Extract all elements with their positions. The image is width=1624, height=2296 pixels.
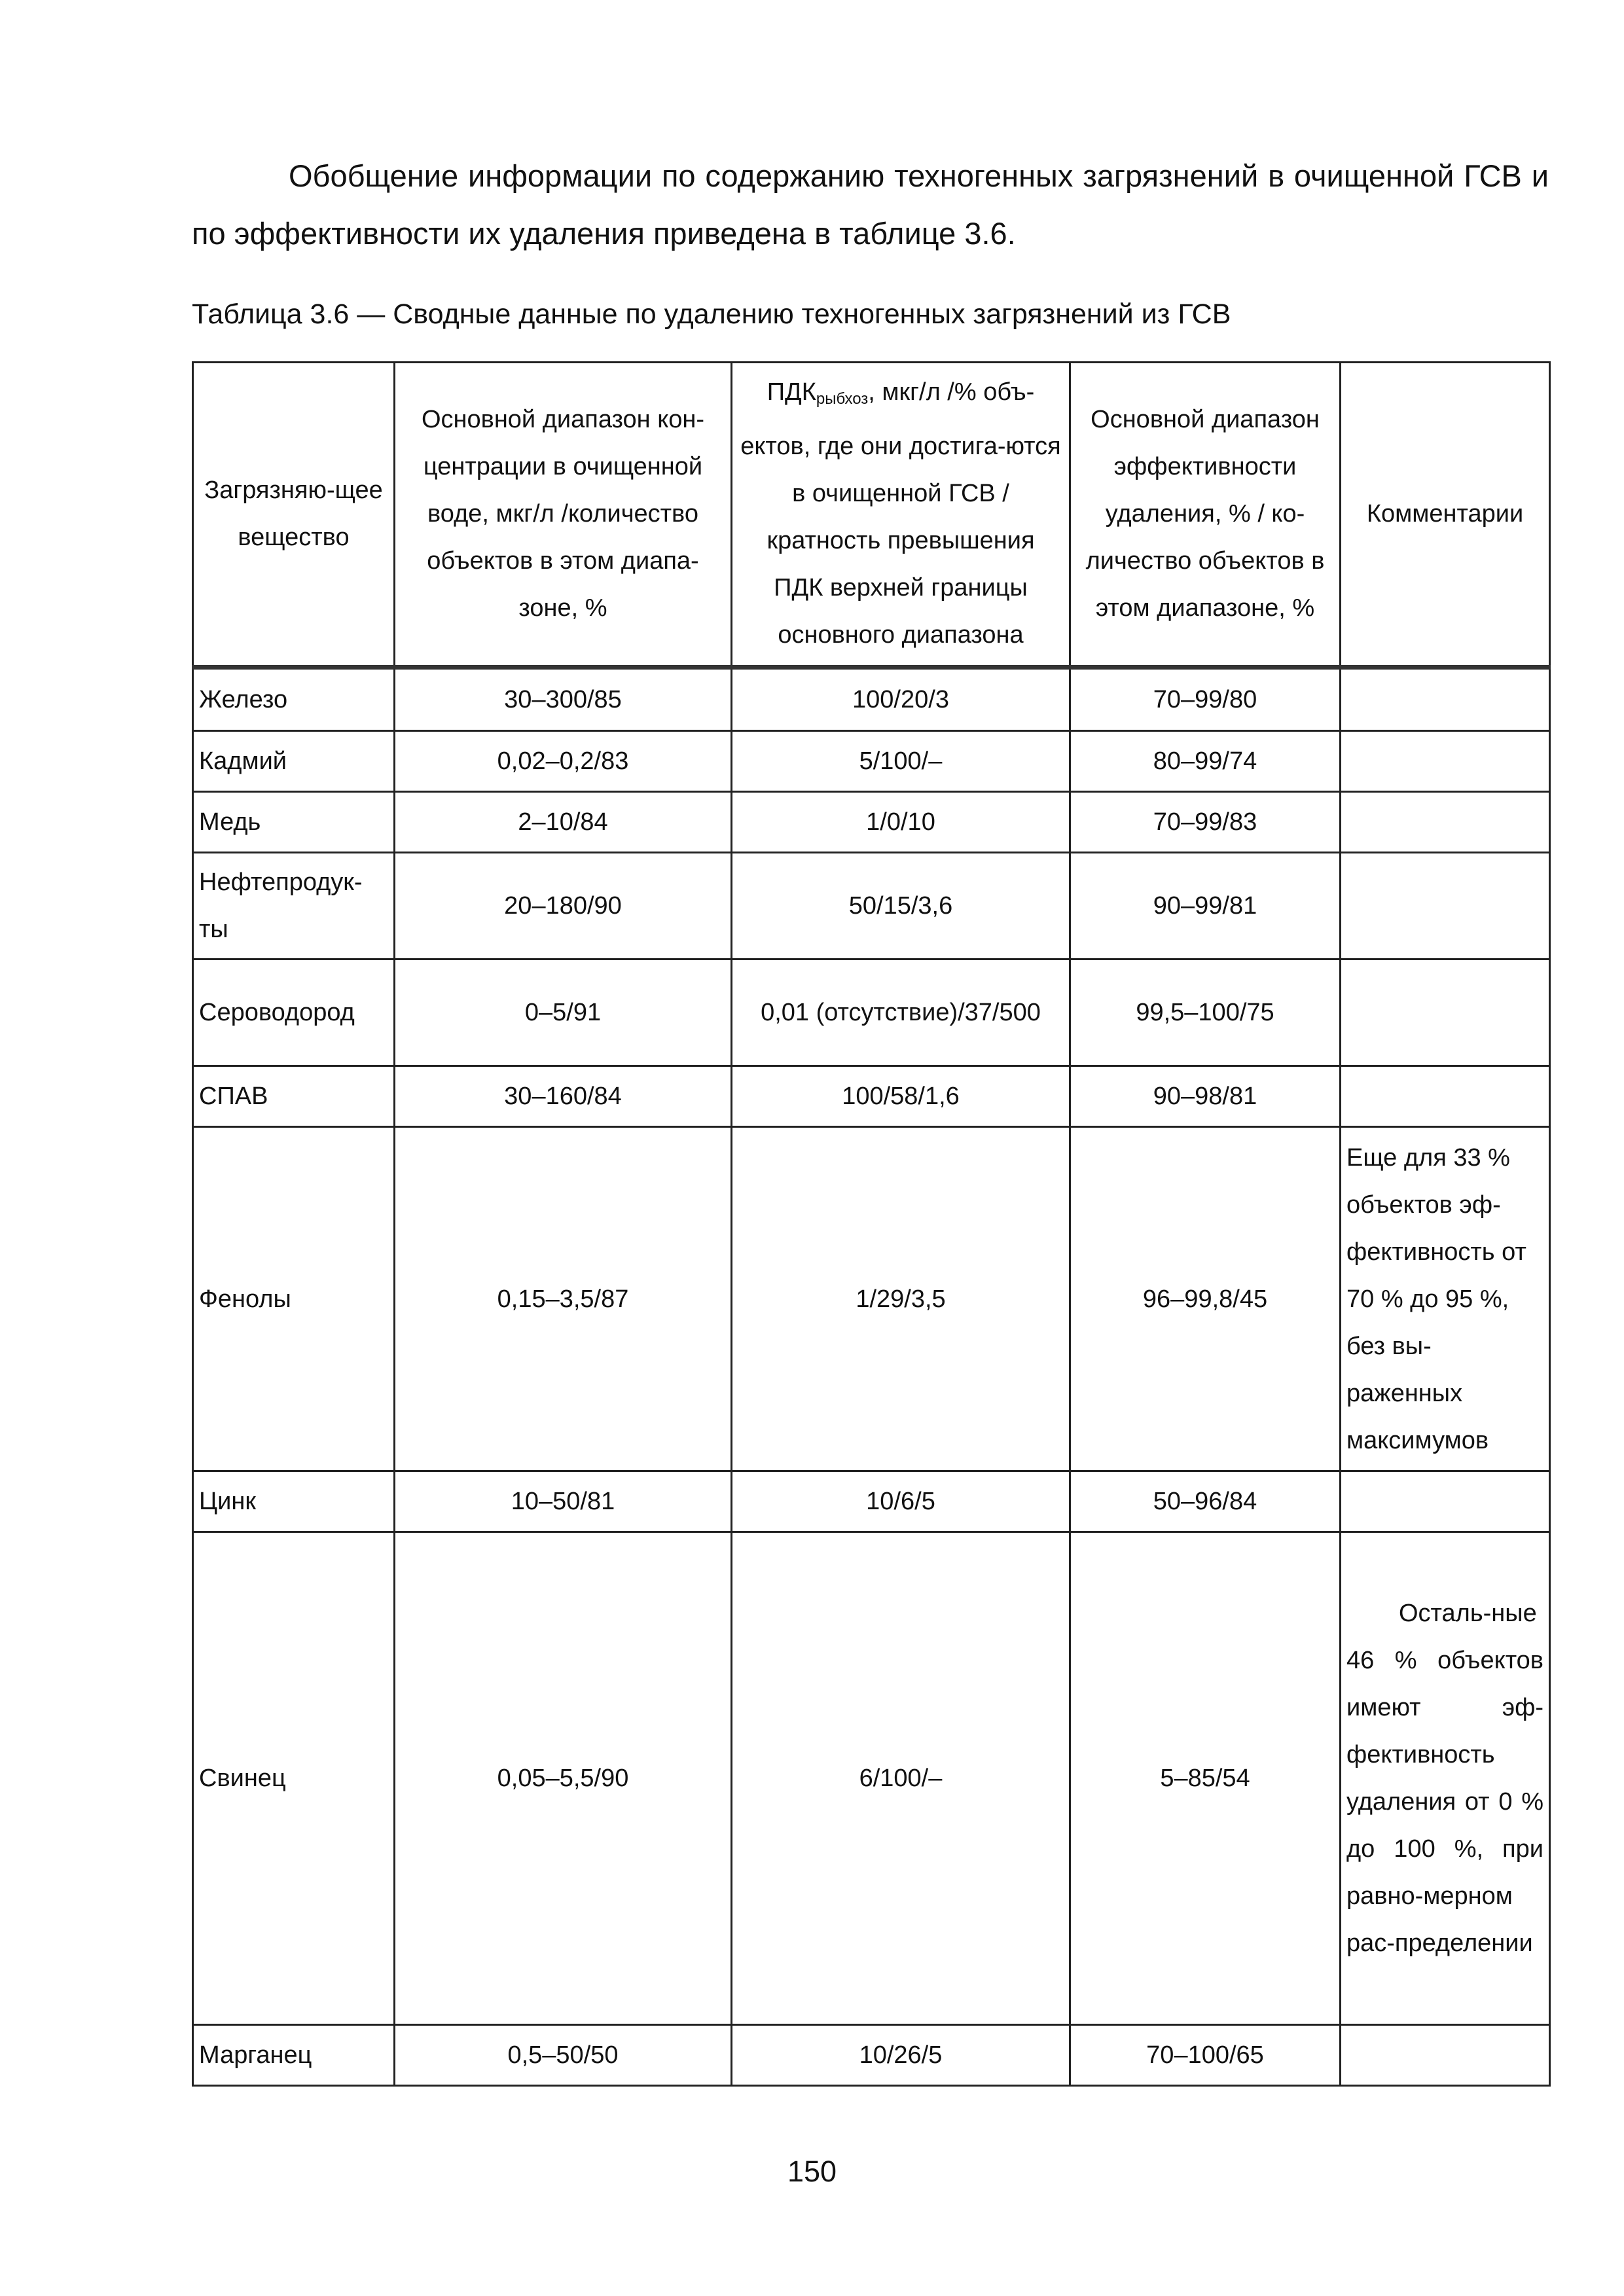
table-row <box>193 2025 1550 2086</box>
cell-pdk: 100/58/1,6 <box>732 1066 1070 1127</box>
table-row <box>193 1127 1550 1471</box>
cell-substance: Кадмий <box>193 731 395 792</box>
cell-range: 0,02–0,2/83 <box>395 731 732 792</box>
cell-pdk: 10/26/5 <box>732 2025 1070 2086</box>
table-row <box>193 731 1550 792</box>
table-row <box>193 792 1550 853</box>
cell-range: 0,5–50/50 <box>395 2025 732 2086</box>
cell-comment <box>1341 2025 1550 2086</box>
cell-pdk: 5/100/– <box>732 731 1070 792</box>
cell-pdk: 1/0/10 <box>732 792 1070 853</box>
cell-substance: Свинец <box>193 1532 395 2025</box>
cell-efficiency: 50–96/84 <box>1070 1471 1341 1532</box>
cell-range: 30–160/84 <box>395 1066 732 1127</box>
cell-range: 20–180/90 <box>395 853 732 960</box>
cell-comment <box>1341 1066 1550 1127</box>
cell-comment <box>1341 960 1550 1066</box>
cell-efficiency: 70–99/80 <box>1070 668 1341 731</box>
cell-efficiency: 96–99,8/45 <box>1070 1127 1341 1471</box>
intro-paragraph <box>192 147 1549 262</box>
cell-substance: СПАВ <box>193 1066 395 1127</box>
cell-pdk: 1/29/3,5 <box>732 1127 1070 1471</box>
header-efficiency: Основной диапазон эффективности удаления, % / ко-личество объектов в этом диапазоне, % <box>1070 363 1341 668</box>
table-caption: Таблица 3.6 — Сводные данные по удалению техногенных загрязнений из ГСВ <box>192 298 1231 330</box>
table-row <box>193 668 1550 731</box>
table-row <box>193 1066 1550 1127</box>
cell-efficiency: 80–99/74 <box>1070 731 1341 792</box>
cell-substance: Железо <box>193 668 395 731</box>
cell-range: 0,05–5,5/90 <box>395 1532 732 2025</box>
table-row <box>193 853 1550 960</box>
cell-range: 2–10/84 <box>395 792 732 853</box>
cell-comment <box>1341 668 1550 731</box>
table-row <box>193 1471 1550 1532</box>
header-substance: Загрязняю-щее вещество <box>193 363 395 668</box>
cell-range: 0–5/91 <box>395 960 732 1066</box>
cell-range: 30–300/85 <box>395 668 732 731</box>
cell-efficiency: 70–100/65 <box>1070 2025 1341 2086</box>
cell-comment <box>1341 1471 1550 1532</box>
page-number: 150 <box>787 2155 837 2188</box>
cell-efficiency: 5–85/54 <box>1070 1532 1341 2025</box>
cell-substance: Нефтепродук-ты <box>193 853 395 960</box>
cell-range: 10–50/81 <box>395 1471 732 1532</box>
table-row <box>193 960 1550 1066</box>
table-header-row <box>193 363 1550 668</box>
cell-pdk: 50/15/3,6 <box>732 853 1070 960</box>
cell-substance: Фенолы <box>193 1127 395 1471</box>
table-row <box>193 1532 1550 2025</box>
header-range: Основной диапазон кон-центрации в очищенной воде, мкг/л /количество объектов в этом диапа-зоне, % <box>395 363 732 668</box>
cell-substance: Сероводород <box>193 960 395 1066</box>
cell-comment <box>1341 853 1550 960</box>
cell-comment <box>1341 792 1550 853</box>
cell-comment: Еще для 33 % объектов эф-фективность от 70 % до 95 %, без вы-раженных максимумов <box>1341 1127 1550 1471</box>
cell-comment: Осталь-ные 46 % объектов имеют эф-фективность удаления от 0 % до 100 %, при равно-мерном рас-пределении <box>1341 1532 1550 2025</box>
cell-efficiency: 90–99/81 <box>1070 853 1341 960</box>
cell-substance: Медь <box>193 792 395 853</box>
cell-substance: Цинк <box>193 1471 395 1532</box>
cell-pdk: 6/100/– <box>732 1532 1070 2025</box>
cell-pdk: 10/6/5 <box>732 1471 1070 1532</box>
header-comments: Комментарии <box>1341 363 1550 668</box>
cell-comment <box>1341 731 1550 792</box>
cell-efficiency: 99,5–100/75 <box>1070 960 1341 1066</box>
cell-efficiency: 70–99/83 <box>1070 792 1341 853</box>
cell-range: 0,15–3,5/87 <box>395 1127 732 1471</box>
cell-efficiency: 90–98/81 <box>1070 1066 1341 1127</box>
pollutants-table <box>192 361 1551 2087</box>
cell-pdk: 0,01 (отсутствие)/37/500 <box>732 960 1070 1066</box>
header-pdk: $ПДК_{рыбхоз}$, мкг/л /% объ-ектов, где они достига-ются в очищенной ГСВ / кратность превышения ПДК верхней границы основного диапазона <box>732 363 1070 668</box>
intro-text: Обобщение информации по содержанию техногенных загрязнений в очищенной ГСВ и по эффективности их удаления приведена в таблице 3.6. <box>192 158 1549 251</box>
cell-pdk: 100/20/3 <box>732 668 1070 731</box>
cell-substance: Марганец <box>193 2025 395 2086</box>
